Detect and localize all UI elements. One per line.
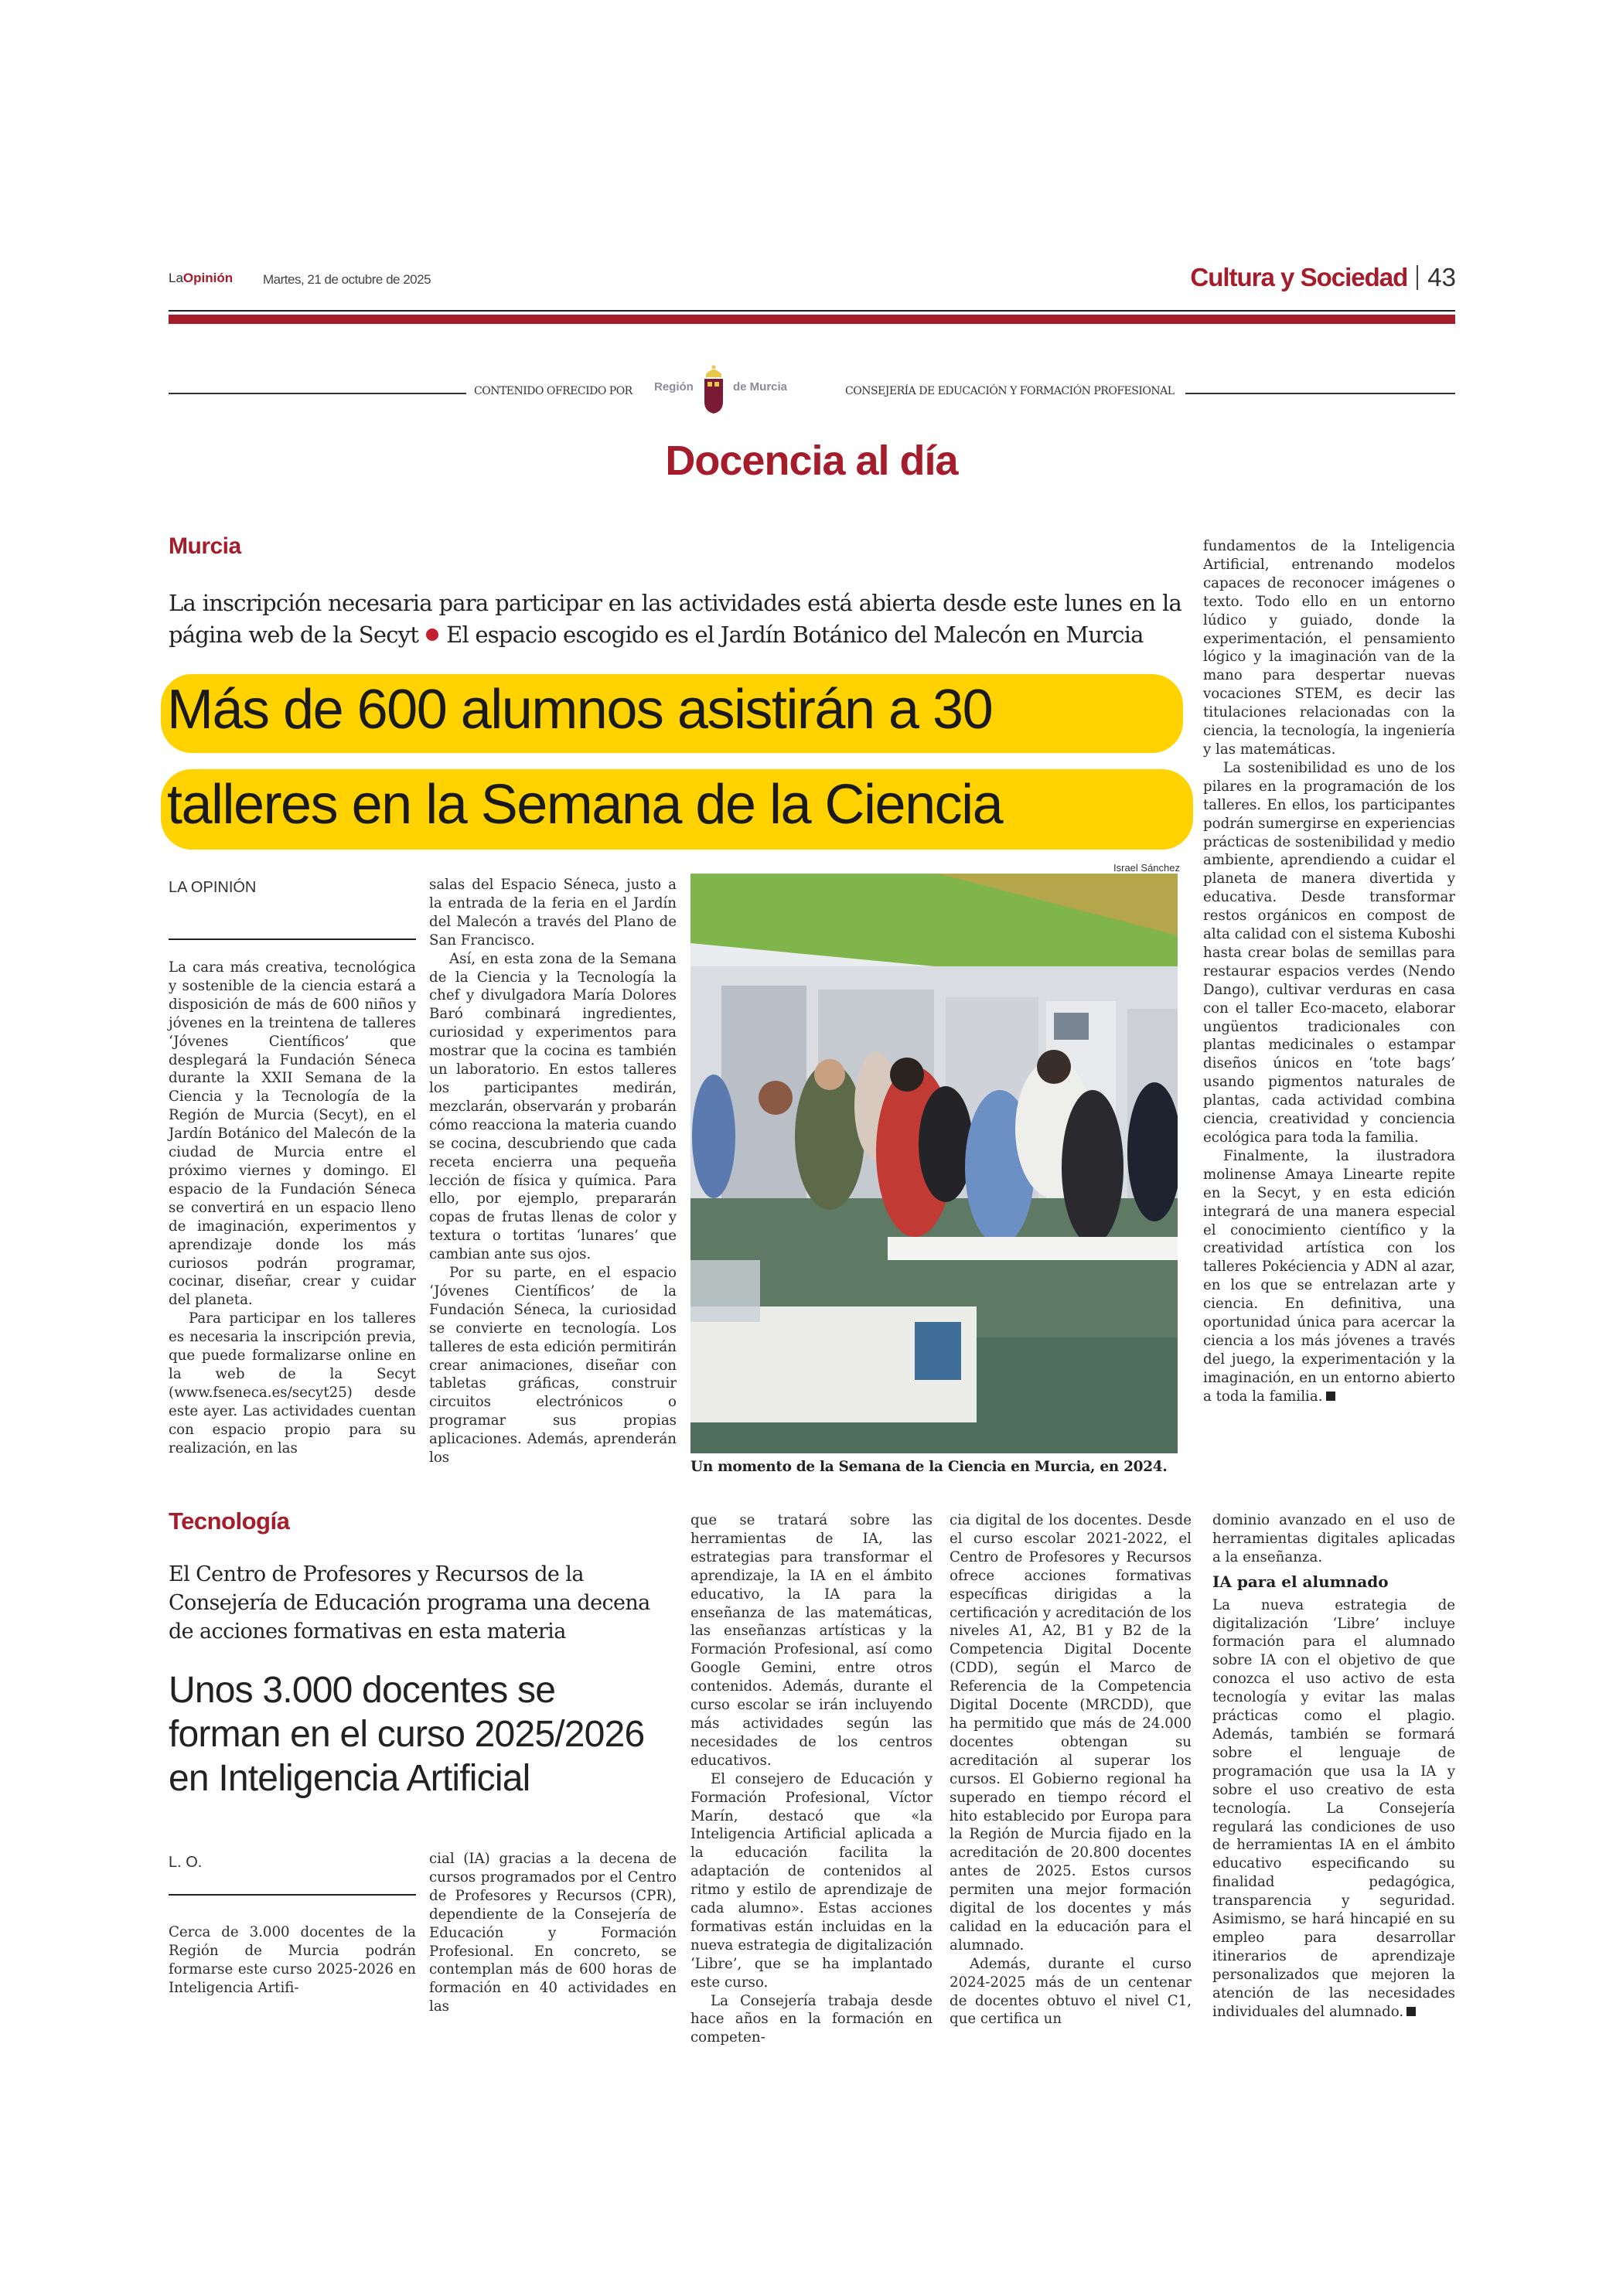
paragraph: Además, durante el curso 2024-2025 más de un centenar de docentes obtuvo el nivel C1, que certifica un	[950, 1955, 1192, 2028]
logo-opinion: Opinión	[182, 271, 234, 285]
sponsor-rule-right	[1185, 393, 1455, 394]
article1-headline-line1: Más de 600 alumnos asistirán a 30	[161, 674, 1183, 753]
paragraph: cia digital de los docentes. Desde el curso escolar 2021-2022, el Centro de Profesores y Recursos ofrece acciones formativas específicas dirigidas a la certificación y acreditación de los niveles A1, A2, B1 y B2 de la Competencia Digital Docente (CDD), según el Marco de Referencia de la Competencia Digital Docente (MRCDD), que ha permitido que más de 24.000 docentes obtengan su acreditación al superar los cursos. El Gobierno regional ha superado en tiempo récord el hito establecido por Europa para la Región de Murcia fijado en la acreditación de 20.800 docentes antes de 2025. Estos cursos permiten una mejor formación digital de los docentes y más calidad en la educación para el alumnado.	[950, 1512, 1192, 1954]
article1-byline-rule	[169, 938, 416, 940]
section-header	[1190, 263, 1456, 292]
section-separator	[1417, 265, 1418, 290]
coat-of-arms-icon	[702, 363, 725, 414]
header-rule	[169, 310, 1455, 312]
article2-byline: L. O.	[169, 1854, 203, 1871]
paragraph: Para participar en los talleres es necesaria la inscripción previa, que puede formalizarse online en la web de la Secyt (www.fseneca.es/secyt25) desde este ayer. Las actividades cuentan con espacio propio para su realización, en las	[169, 1310, 416, 1456]
publication-date: Martes, 21 de octubre de 2025	[263, 272, 431, 287]
paragraph: Por su parte, en el espacio ‘Jóvenes Científicos’ de la Fundación Séneca, la curiosidad se convierte en tecnología. Los talleres de esta edición permitirán crear animaciones, diseñar con tabletas gráficas, construir circuitos electrónicos o programar sus propias aplicaciones. Además, aprenderán los	[429, 1265, 677, 1467]
region-de-murcia-logo	[648, 357, 818, 419]
article1-column-2	[429, 876, 677, 1467]
paragraph: Así, en esta zona de la Semana de la Ciencia y la Tecnología la chef y divulgadora María Dolores Baró combinará ingredientes, curiosidad y experimentos para mostrar que la cocina es también un laboratorio. En estos talleres los participantes medirán, mezclarán, observarán y probarán cómo reacciona la materia cuando se cocina, descubriendo que cada receta encierra una pequeña lección de física y química. Para ello, por ejemplo, prepararán copas de frutas llenas de color y textura o tortitas ‘lunares’ que cambian ante sus ojos.	[429, 950, 677, 1263]
article1-byline: LA OPINIÓN	[169, 879, 257, 896]
article1-subheadline	[169, 588, 1181, 651]
article2-subheading: IA para el alumnado	[1212, 1572, 1389, 1591]
paragraph: salas del Espacio Séneca, justo a la entrada de la feria en el Jardín del Malecón a través del Plano de San Francisco.	[429, 877, 677, 949]
paragraph: dominio avanzado en el uso de herramientas digitales aplicadas a la enseñanza.	[1212, 1512, 1455, 1565]
newspaper-logo	[169, 271, 233, 286]
logo-la: La	[169, 271, 183, 285]
logo-text-left: Región	[654, 380, 694, 393]
end-of-article-mark	[1406, 2007, 1416, 2016]
sponsor-department: CONSEJERÍA DE EDUCACIÓN Y FORMACIÓN PROFESIONAL	[845, 385, 1175, 397]
article2-column-1	[169, 1923, 416, 1998]
article2-column-4	[950, 1511, 1192, 2029]
photo-caption: Un momento de la Semana de la Ciencia en Murcia, en 2024.	[690, 1459, 1168, 1475]
article1-column-3	[1203, 537, 1455, 1406]
article2-byline-rule	[169, 1894, 416, 1896]
sponsor-strip	[169, 379, 1455, 410]
paragraph	[1212, 1596, 1455, 2022]
science-fair-photo	[690, 874, 1178, 1453]
paragraph-text: La nueva estrategia de digitalización ‘Libre’ incluye formación para el alumnado sobre IA con el objetivo de que conozca el uso activo de esta tecnología y evitar las malas prácticas como el plagio. Además, también se formará sobre el lenguaje de programación que usa la IA y sobre el uso creativo de esta tecnología. La Consejería regulará las condiciones de uso de herramientas IA en el ámbito educativo especificando su finalidad pedagógica, transparencia y seguridad. Asimismo, se hará hincapié en su empleo para desarrollar itinerarios de aprendizaje personalizados que mejoren la atención de las necesidades individuales del alumnado.	[1212, 1596, 1455, 2020]
sponsor-rule-left	[169, 393, 466, 394]
article1-column-1	[169, 959, 416, 1457]
paragraph	[1203, 1147, 1455, 1406]
page-kicker: Docencia al día	[665, 438, 958, 484]
article2-column-2	[429, 1850, 677, 2016]
article1-section-label: Murcia	[169, 533, 241, 559]
section-name: Cultura y Sociedad	[1190, 263, 1408, 291]
article2-section-label: Tecnología	[169, 1507, 290, 1535]
paragraph: La Consejería trabaja desde hace años en la formación en competen-	[690, 1992, 933, 2046]
paragraph-text: Finalmente, la ilustradora molinense Amaya Linearte repite en la Secyt, y en esta edición integrará de una manera especial el conocimiento científico y la creatividad artística con los talleres Pokéciencia y ADN al azar, en los que se entrelazan arte y ciencia. En definitiva, una oportunidad única para acercar la ciencia a los más jóvenes a través del juego, la experimentación y la imaginación, en un entorno abierto a toda la familia.	[1203, 1147, 1455, 1405]
page-number: 43	[1427, 263, 1456, 291]
subhead-part-1: La inscripción necesaria para participar en las actividades está abierta desde este lunes en la página web de la Secyt	[169, 590, 1181, 648]
article2-headline: Unos 3.000 docentes se forman en el curso 2025/2026 en Inteligencia Artificial	[169, 1670, 645, 1799]
subhead-part-2: El espacio escogido es el Jardín Botánico del Malecón en Murcia	[446, 622, 1144, 648]
paragraph: cial (IA) gracias a la decena de cursos programados por el Centro de Profesores y Recursos (CPR), dependiente de la Consejería de Educación y Formación Profesional. En concreto, se contemplan más de 600 horas de formación en 40 actividades en las	[429, 1851, 677, 2015]
header-red-band	[169, 315, 1455, 324]
paragraph: fundamentos de la Inteligencia Artificial, entrenando modelos capaces de reconocer imágenes o texto. Todo ello en un entorno lúdico y guiado, donde la experimentación, el pensamiento lógico y la imaginación van de la mano para despertar nuevas vocaciones STEM, es decir las titulaciones relacionadas con la ciencia, la tecnología, la ingeniería y las matemáticas.	[1203, 538, 1455, 758]
paragraph: La cara más creativa, tecnológica y sostenible de la ciencia estará a disposición de más de 600 niños y jóvenes en la treintena de talleres ‘Jóvenes Científicos’ que desplegará la Fundación Séneca durante la XXII Semana de la Ciencia y la Tecnología de la Región de Murcia (Secyt), en el Jardín Botánico del Malecón de la ciudad de Murcia entre el próximo viernes y domingo. El espacio de la Fundación Séneca se convertirá en un espacio lleno de imaginación, experimentos y aprendizaje donde los más curiosos podrán programar, cocinar, diseñar, crear y cuidar del planeta.	[169, 959, 416, 1309]
logo-text-right: de Murcia	[733, 380, 788, 393]
paragraph: que se tratará sobre las herramientas de IA, las estrategias para transformar el aprendizaje, la IA en el ámbito educativo, la IA para la enseñanza de las matemáticas, las enseñanzas artísticas y la Formación Profesional, así como Google Gemini, entre otros contenidos. Además, durante el curso escolar se irán incluyendo más actividades según las necesidades de los centros educativos.	[690, 1512, 933, 1769]
article1-headline-line2: talleres en la Semana de la Ciencia	[161, 769, 1193, 850]
sponsor-label: CONTENIDO OFRECIDO POR	[474, 385, 632, 397]
article2-subheadline: El Centro de Profesores y Recursos de la Consejería de Educación programa una decena de acciones formativas en esta materia	[169, 1562, 650, 1644]
bullet-dot-icon	[426, 629, 438, 641]
article1-photo	[690, 874, 1178, 1453]
end-of-article-mark	[1326, 1392, 1335, 1401]
paragraph: Cerca de 3.000 docentes de la Región de Murcia podrán formarse este curso 2025-2026 en Inteligencia Artifi-	[169, 1924, 416, 1996]
paragraph: El consejero de Educación y Formación Profesional, Víctor Marín, destacó que «la Inteligencia Artificial aplicada a la educación facilita la adaptación de contenidos al ritmo y estilo de aprendizaje de cada alumno». Estas acciones formativas están incluidas en la nueva estrategia de digitalización ‘Libre’, que se ha implantado este curso.	[690, 1770, 933, 1991]
article2-column-3	[690, 1511, 933, 2047]
photo-credit: Israel Sánchez	[1113, 862, 1180, 874]
article2-column-5	[1212, 1511, 1455, 2021]
paragraph: La sostenibilidad es uno de los pilares en la programación de los talleres. En ellos, los participantes podrán sumergirse en experiencias prácticas de sostenibilidad y medio ambiente, aprendiendo a cuidar el planeta de manera divertida y educativa. Desde transformar restos orgánicos en compost de alta calidad con el sistema Kuboshi hasta crear bolas de semillas para restaurar espacios verdes (Nendo Dango), cultivar verduras en casa con el taller Eco-maceto, elaborar ungüentos tradicionales con plantas medicinales o estampar diseños únicos en ‘tote bags’ usando pigmentos naturales de plantas, cada actividad combina ciencia, creatividad y conciencia ecológica para toda la familia.	[1203, 759, 1455, 1146]
